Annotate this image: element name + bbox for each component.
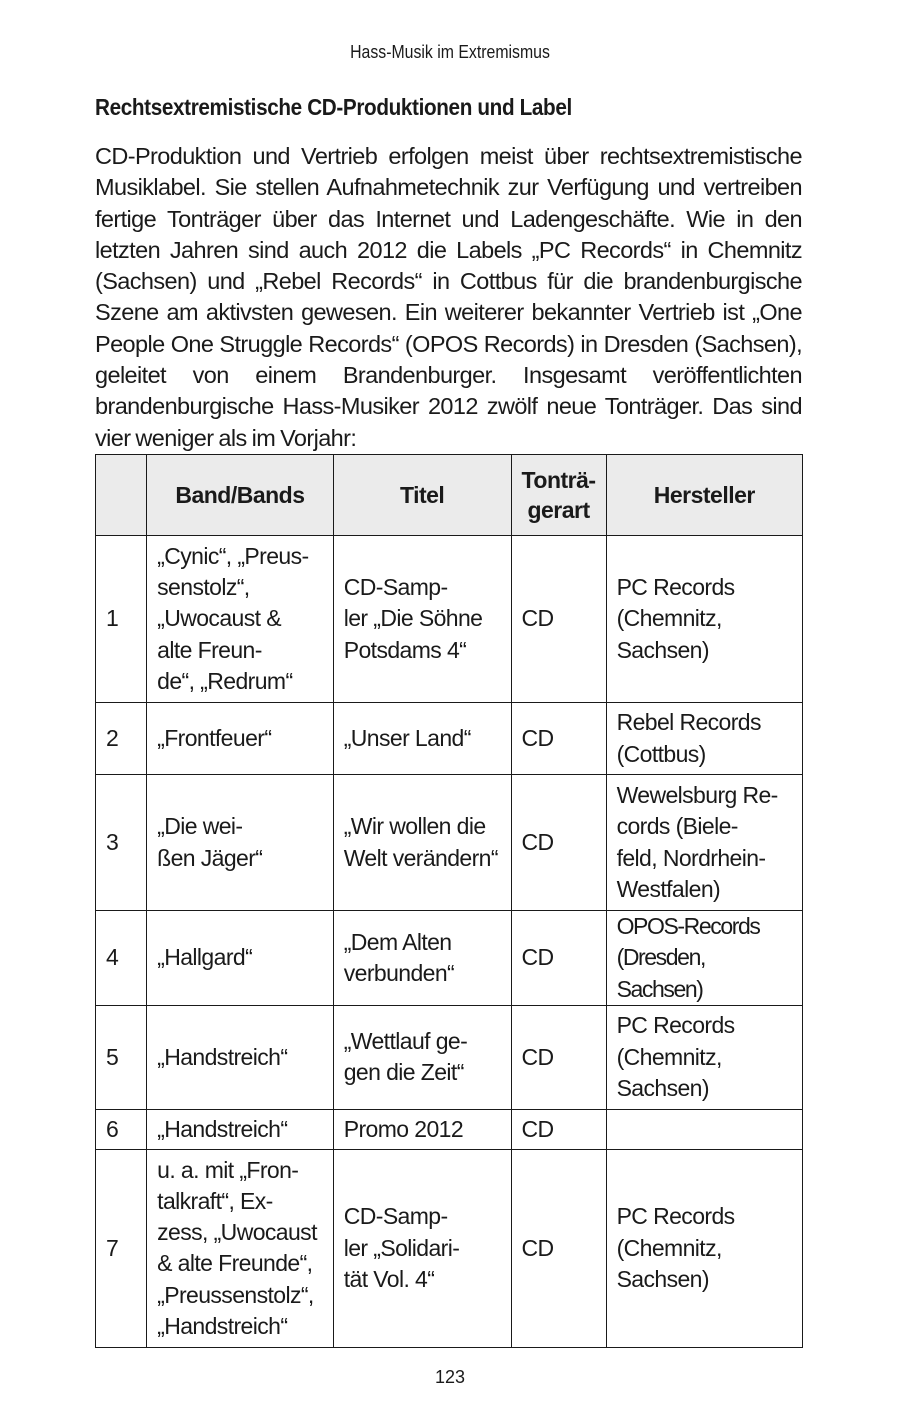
header-band: Band/Bands	[147, 455, 334, 536]
row-band: „Die wei- ßen Jäger“	[147, 775, 334, 911]
row-producer: Wewelsburg Re- cords (Biele- feld, Nordrhein- Westfalen)	[606, 775, 802, 911]
table-row	[96, 703, 803, 775]
row-num: 5	[96, 1005, 147, 1109]
table-row	[96, 1005, 803, 1109]
records-table	[95, 454, 803, 1348]
row-producer: Rebel Records (Cottbus)	[606, 703, 802, 775]
row-band: u. a. mit „Fron- talkraft“, Ex- zess, „Uwocaust & alte Freunde“, „Preussenstolz“, „Handstreich“	[147, 1149, 334, 1347]
row-producer: PC Records (Chemnitz, Sachsen)	[606, 1005, 802, 1109]
table-row	[96, 775, 803, 911]
table-header-row	[96, 455, 803, 536]
table-row	[96, 911, 803, 1006]
row-producer: PC Records (Chemnitz, Sachsen)	[606, 536, 802, 703]
row-num: 3	[96, 775, 147, 911]
main-content	[95, 94, 802, 454]
header-title: Titel	[333, 455, 511, 536]
row-band: „Hallgard“	[147, 911, 334, 1006]
row-band: „Handstreich“	[147, 1109, 334, 1149]
row-producer: PC Records (Chemnitz, Sachsen)	[606, 1149, 802, 1347]
header-num	[96, 455, 147, 536]
row-num: 2	[96, 703, 147, 775]
table-row	[96, 1149, 803, 1347]
row-band: „Cynic“, „Preus- senstolz“, „Uwocaust & alte Freun- de“, „Redrum“	[147, 536, 334, 703]
row-title: „Wettlauf ge- gen die Zeit“	[333, 1005, 511, 1109]
row-title: „Dem Alten verbunden“	[333, 911, 511, 1006]
header-producer: Hersteller	[606, 455, 802, 536]
header-medium: Tonträ- gerart	[511, 455, 606, 536]
row-medium: CD	[511, 1149, 606, 1347]
row-band: „Handstreich“	[147, 1005, 334, 1109]
row-title: „Wir wollen die Welt verändern“	[333, 775, 511, 911]
row-medium: CD	[511, 1109, 606, 1149]
row-num: 1	[96, 536, 147, 703]
table-row	[96, 1109, 803, 1149]
row-medium: CD	[511, 536, 606, 703]
row-medium: CD	[511, 703, 606, 775]
row-title: Promo 2012	[333, 1109, 511, 1149]
row-title: CD-Samp- ler „Die Söhne Potsdams 4“	[333, 536, 511, 703]
row-num: 6	[96, 1109, 147, 1149]
row-producer	[606, 1109, 802, 1149]
row-title: CD-Samp- ler „Solidari- tät Vol. 4“	[333, 1149, 511, 1347]
row-medium: CD	[511, 1005, 606, 1109]
section-title: Rechtsextremistische CD-Produktionen und Label	[95, 94, 572, 120]
row-band: „Frontfeuer“	[147, 703, 334, 775]
row-num: 4	[96, 911, 147, 1006]
table-row	[96, 536, 803, 703]
row-title: „Unser Land“	[333, 703, 511, 775]
row-producer: OPOS-Records (Dresden, Sachsen)	[606, 911, 802, 1006]
row-num: 7	[96, 1149, 147, 1347]
running-head: Hass-Musik im Extremismus	[350, 42, 550, 62]
body-paragraph: CD-Produktion und Vertrieb erfolgen meist über rechtsextremistische Musiklabel. Sie stellen Aufnahmetechnik zur Verfügung und vertreiben fertige Tonträger über das Internet und Ladengeschäfte. Wie in den letzten Jahren sind auch 2012 die Labels „PC Records“ in Chemnitz (Sachsen) und „Rebel Records“ in Cottbus für die brandenburgische Szene am aktivsten gewesen. Ein weiterer bekannter Vertrieb ist „One People One Struggle Records“ (OPOS Records) in Dresden (Sachsen), geleitet von einem Brandenburger. Insgesamt veröffentlichten brandenburgische Hass-Musiker 2012 zwölf neue Tonträger. Das sind vier weniger als im Vorjahr:	[95, 143, 802, 451]
page-number: 123	[434, 1367, 466, 1387]
row-medium: CD	[511, 775, 606, 911]
row-medium: CD	[511, 911, 606, 1006]
